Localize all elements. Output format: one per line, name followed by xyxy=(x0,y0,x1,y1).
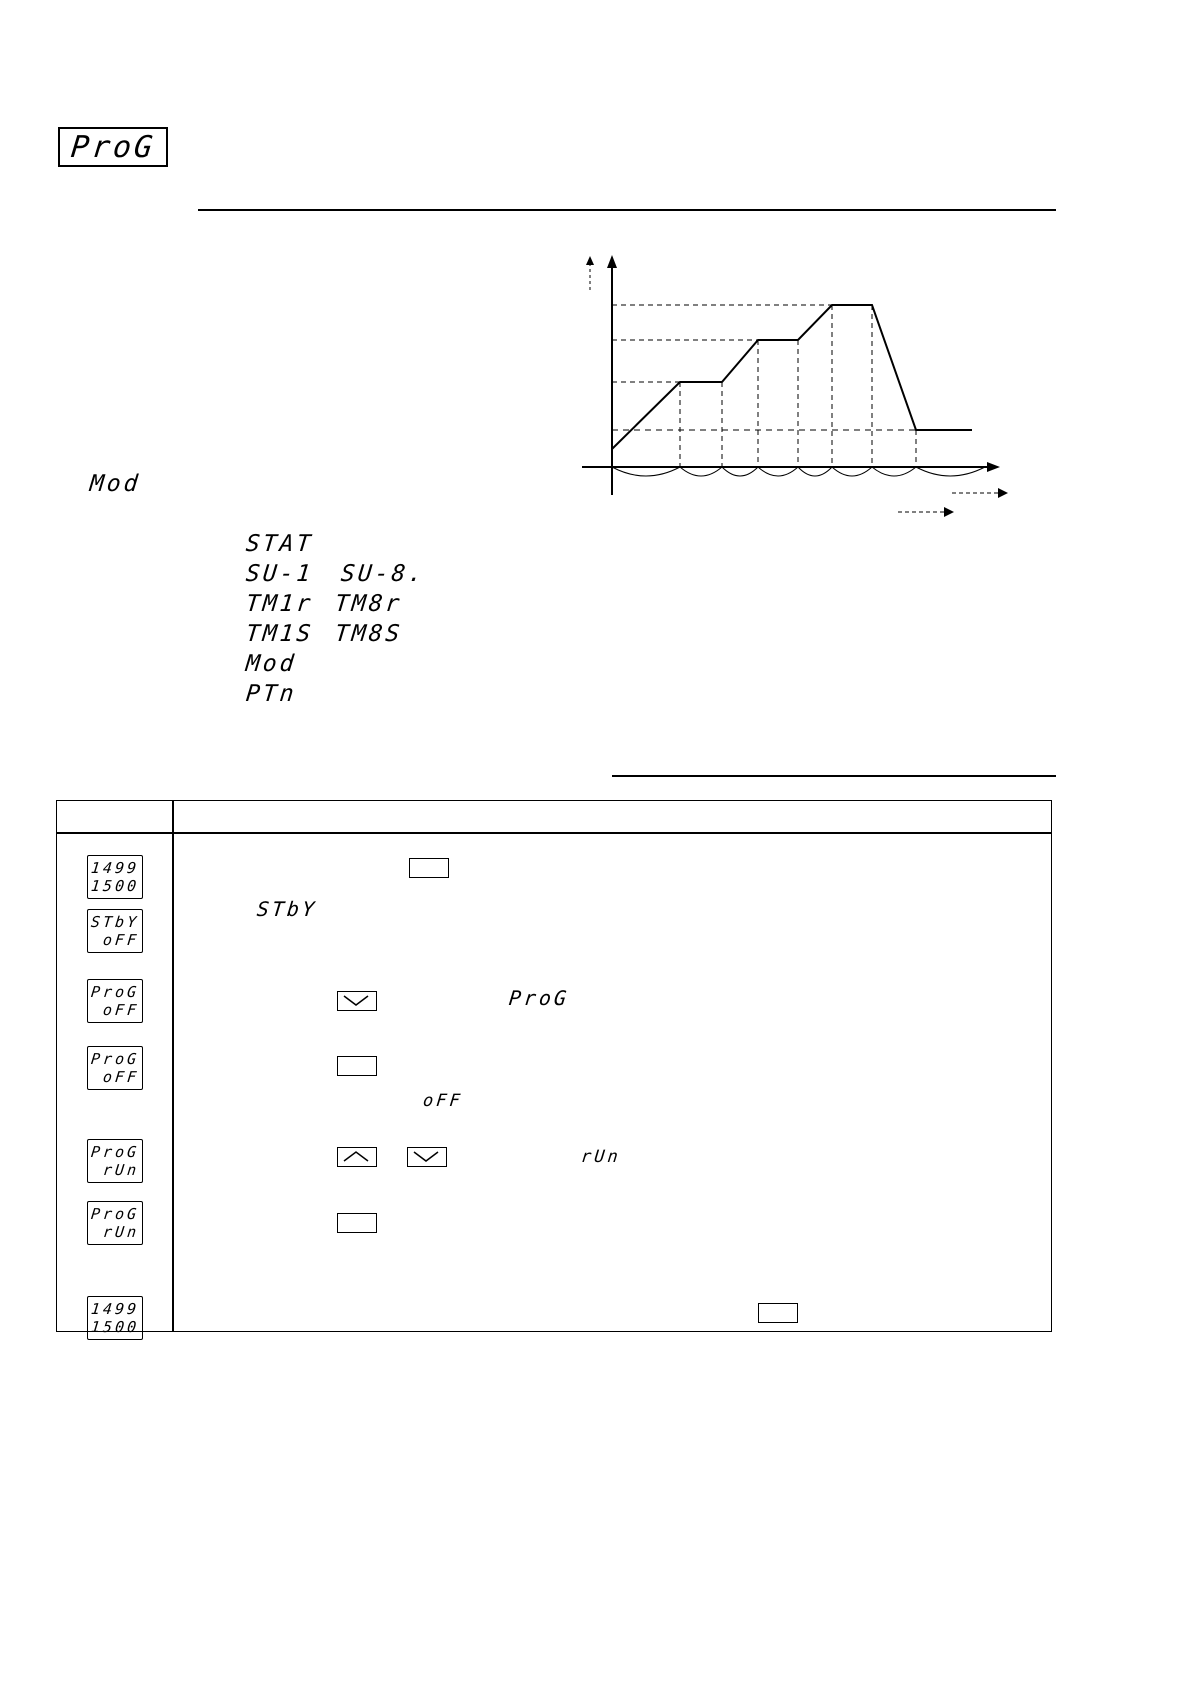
procedure-table xyxy=(56,800,1052,1336)
param-row: TM1S TM8S xyxy=(244,621,405,647)
prog-display-box xyxy=(58,127,168,167)
segment-brace xyxy=(612,467,680,476)
key-blank-icon xyxy=(409,858,449,878)
profile-line xyxy=(612,305,972,449)
segment-brace xyxy=(680,467,722,476)
param-list xyxy=(246,530,426,710)
lcd-display: STbY oFF xyxy=(87,909,143,953)
lcd-display-blinking: ProG rUn xyxy=(87,1139,143,1183)
key-blank-icon xyxy=(337,1056,377,1076)
program-profile-diagram xyxy=(580,250,1010,520)
table-divider xyxy=(172,801,174,1331)
section-rule-mid xyxy=(612,775,1056,777)
section-rule-top xyxy=(198,209,1056,211)
lcd-display: 1499 1500 xyxy=(87,855,143,899)
param-row: TM1r TM8r xyxy=(244,591,405,617)
key-blank-icon xyxy=(758,1303,798,1323)
inline-prog: ProG xyxy=(507,986,571,1010)
segment-brace xyxy=(832,467,872,476)
param-row: PTn xyxy=(244,681,298,707)
lcd-display: ProG oFF xyxy=(87,979,143,1023)
key-blank-icon xyxy=(337,1213,377,1233)
segment-brace xyxy=(758,467,798,476)
down-key-icon xyxy=(407,1147,447,1167)
inline-stby: STbY xyxy=(255,897,319,921)
segment-brace xyxy=(798,467,832,476)
x-axis-arrow xyxy=(987,462,1000,472)
param-row: Mod xyxy=(244,651,298,677)
y-axis-arrow xyxy=(607,255,617,268)
lcd-display-blinking: ProG oFF xyxy=(87,1046,143,1090)
lcd-display: ProG rUn xyxy=(87,1201,143,1245)
table-header-rule xyxy=(57,832,1051,834)
lcd-display: 1499 1500 xyxy=(87,1296,143,1340)
segment-brace xyxy=(916,467,985,476)
segment-brace xyxy=(872,467,916,476)
prog-display-code: ProG xyxy=(69,129,157,165)
param-row: SU-1 SU-8. xyxy=(244,561,428,587)
down-key-icon xyxy=(337,991,377,1011)
up-key-icon xyxy=(337,1147,377,1167)
segment-brace xyxy=(722,467,758,476)
param-row: STAT xyxy=(244,531,315,557)
mode-label: Mod xyxy=(88,471,142,497)
inline-run: rUn xyxy=(579,1147,622,1167)
inline-off: oFF xyxy=(421,1091,464,1111)
